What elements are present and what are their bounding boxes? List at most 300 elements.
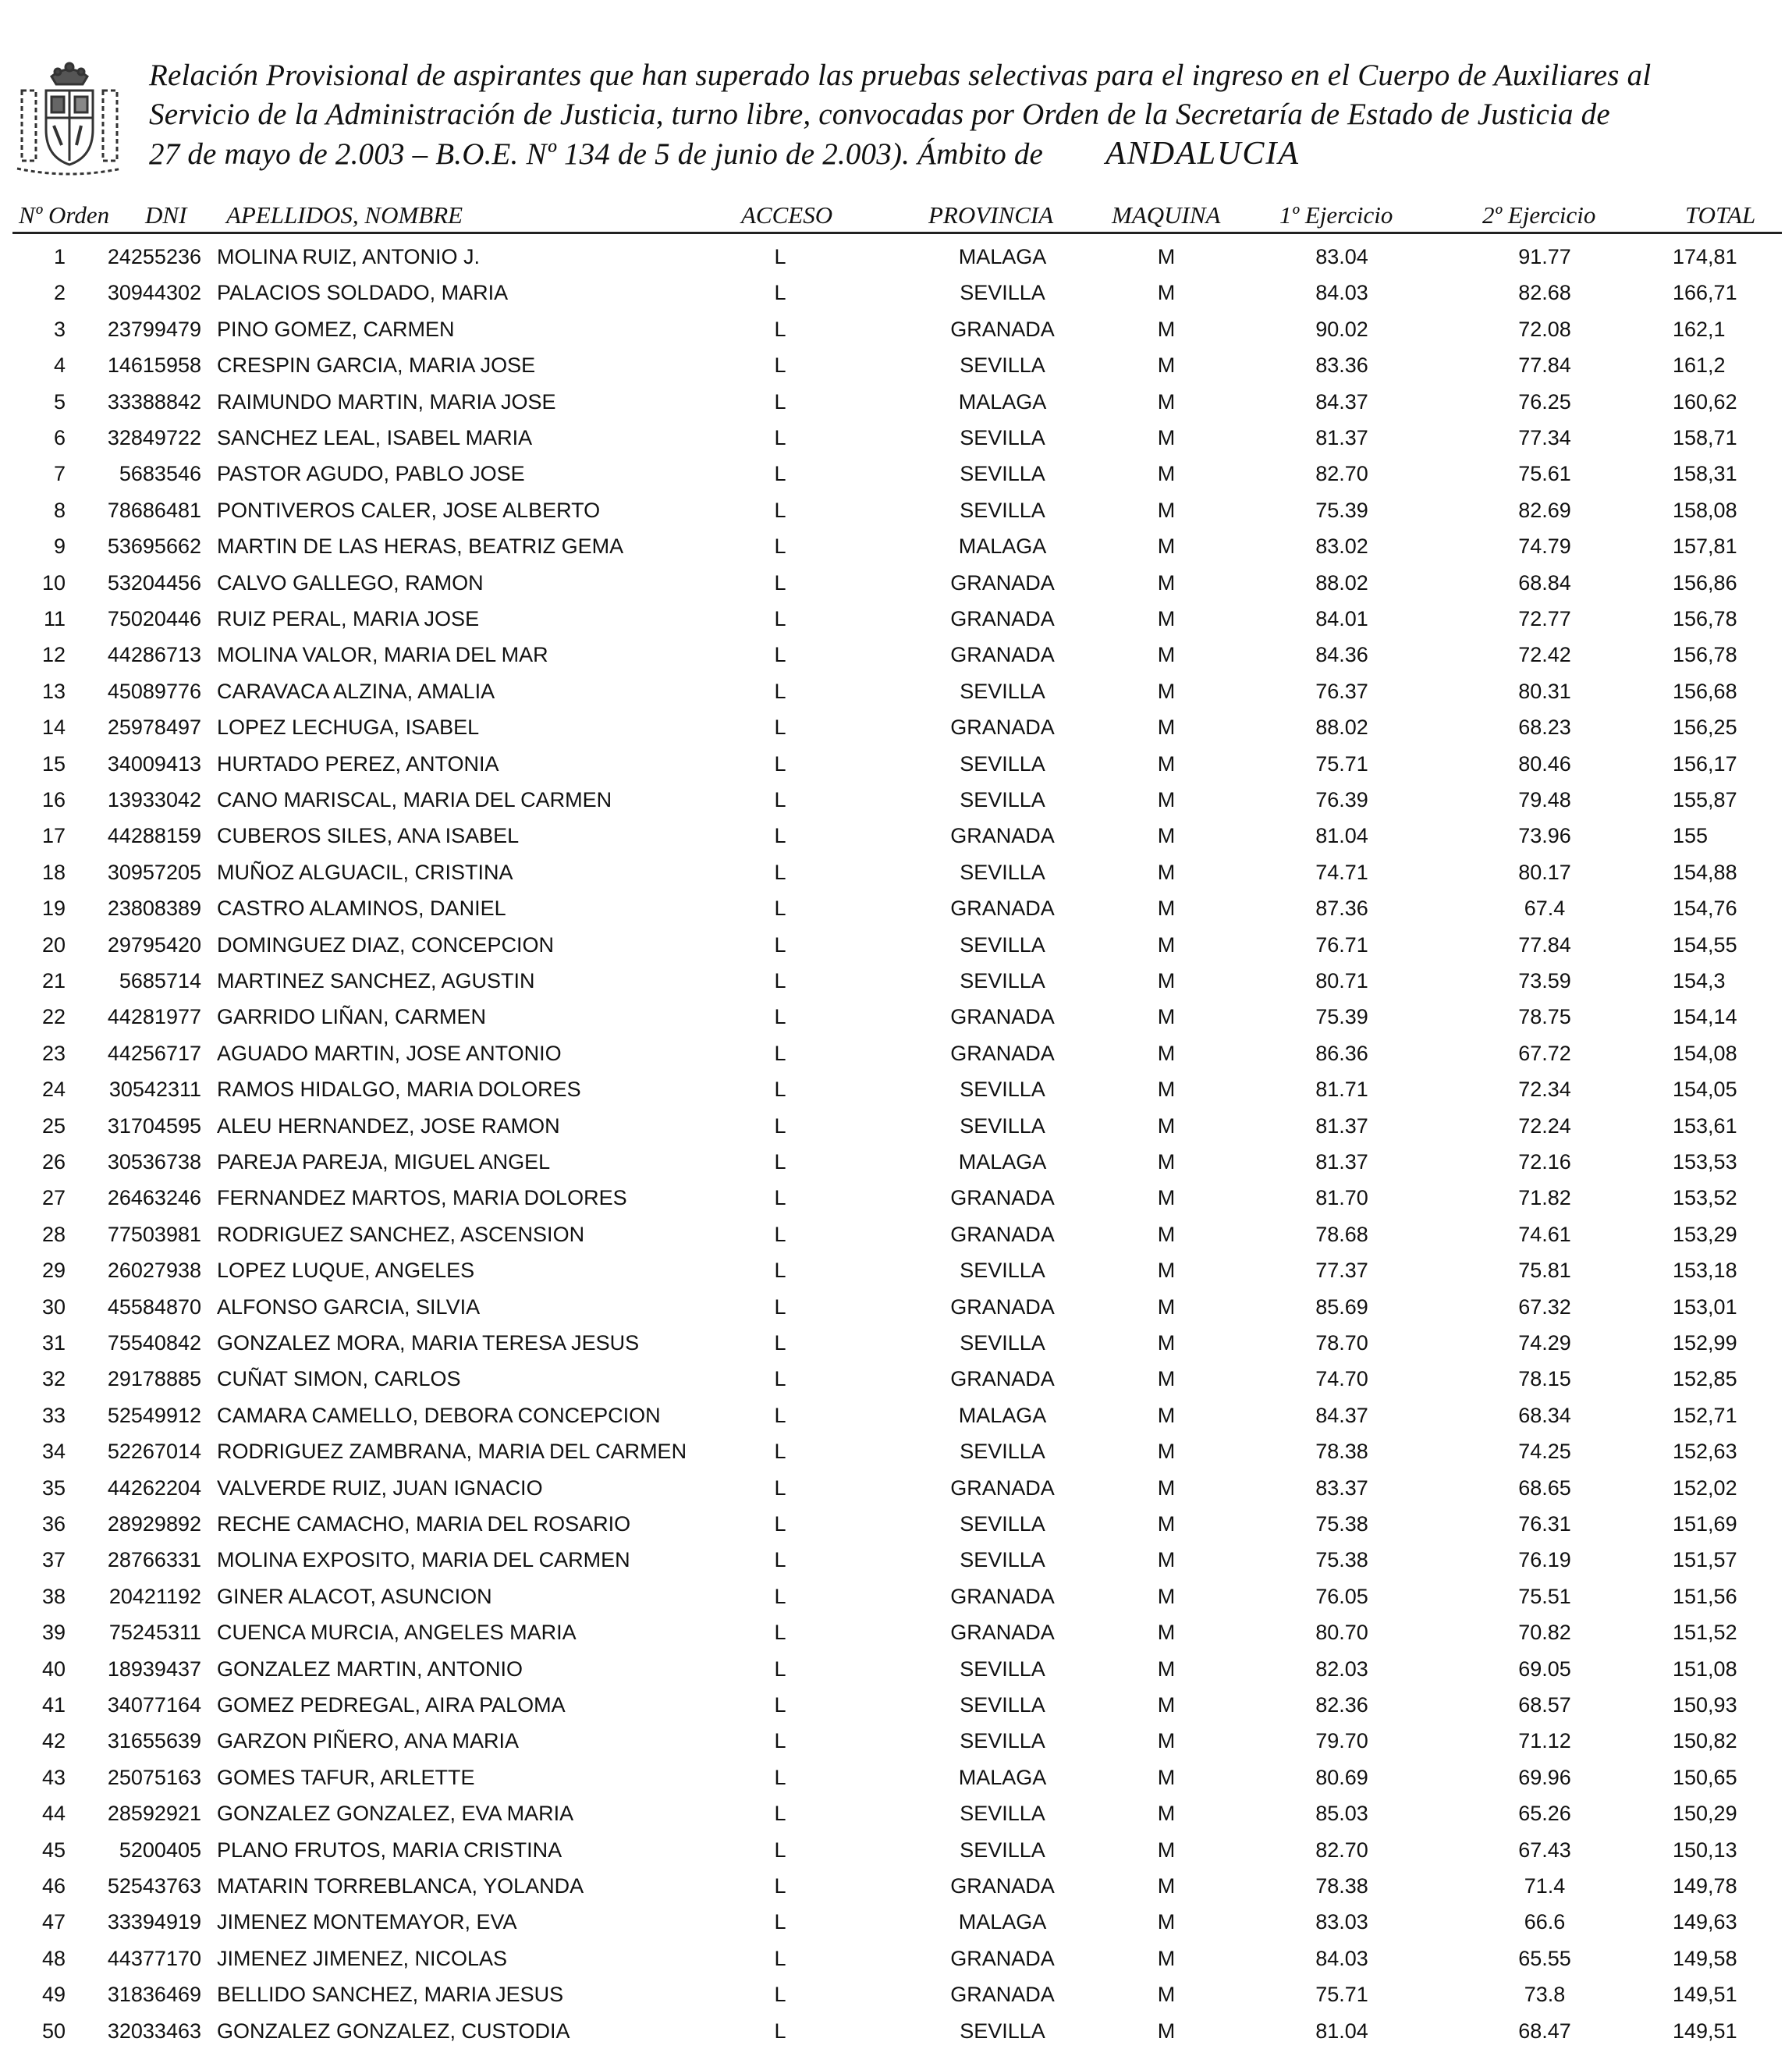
cell-acceso: L <box>774 969 786 993</box>
cell-ejercicio-2: 80.17 <box>1518 860 1571 884</box>
table-row <box>0 1361 1792 1397</box>
cell-dni: 34009413 <box>107 751 201 776</box>
cell-provincia: GRANADA <box>950 897 1055 921</box>
cell-dni: 33388842 <box>107 389 201 414</box>
table-row <box>0 818 1792 854</box>
table-row <box>0 927 1792 963</box>
cell-name: GONZALEZ MORA, MARIA TERESA JESUS <box>217 1331 640 1355</box>
cell-orden: 7 <box>53 462 66 486</box>
cell-acceso: L <box>774 389 786 414</box>
cell-ejercicio-1: 80.71 <box>1315 969 1368 993</box>
cell-acceso: L <box>774 897 786 921</box>
cell-provincia: SEVILLA <box>960 353 1045 378</box>
table-row <box>0 1108 1792 1144</box>
cell-total: 156,25 <box>1673 716 1737 740</box>
table-row <box>0 492 1792 528</box>
cell-acceso: L <box>774 824 786 848</box>
table-row <box>0 1035 1792 1071</box>
cell-acceso: L <box>774 1403 786 1427</box>
cell-maquina: M <box>1157 679 1176 703</box>
cell-dni: 53695662 <box>107 534 201 559</box>
cell-ejercicio-2: 76.31 <box>1518 1512 1571 1536</box>
cell-total: 154,05 <box>1673 1078 1737 1102</box>
cell-orden: 47 <box>41 1910 66 1934</box>
cell-orden: 15 <box>41 751 66 776</box>
table-row <box>0 1868 1792 1904</box>
cell-maquina: M <box>1157 1367 1176 1391</box>
cell-name: JIMENEZ MONTEMAYOR, EVA <box>217 1910 517 1934</box>
table-row <box>0 1433 1792 1469</box>
table-row <box>0 709 1792 745</box>
cell-provincia: GRANADA <box>950 1041 1055 1065</box>
cell-ejercicio-1: 83.03 <box>1315 1910 1368 1934</box>
cell-acceso: L <box>774 281 786 305</box>
cell-orden: 16 <box>41 788 66 811</box>
cell-provincia: MALAGA <box>958 1910 1047 1934</box>
cell-provincia: MALAGA <box>958 1765 1047 1789</box>
cell-maquina: M <box>1157 2019 1176 2043</box>
cell-provincia: GRANADA <box>950 607 1055 630</box>
cell-name: BELLIDO SANCHEZ, MARIA JESUS <box>217 1983 564 2007</box>
cell-ejercicio-2: 73.59 <box>1518 969 1571 993</box>
cell-maquina: M <box>1157 570 1176 595</box>
cell-ejercicio-1: 81.37 <box>1315 1150 1368 1174</box>
cell-orden: 19 <box>41 897 66 921</box>
cell-acceso: L <box>774 932 786 957</box>
table-row <box>0 1651 1792 1687</box>
cell-dni: 14615958 <box>107 353 201 378</box>
table-row <box>0 1578 1792 1614</box>
cell-name: CANO MARISCAL, MARIA DEL CARMEN <box>217 788 612 811</box>
cell-dni: 31836469 <box>107 1983 201 2007</box>
cell-dni: 44288159 <box>107 824 201 848</box>
cell-name: GONZALEZ GONZALEZ, EVA MARIA <box>217 1802 574 1826</box>
cell-maquina: M <box>1157 1150 1176 1174</box>
cell-total: 149,58 <box>1673 1946 1737 1970</box>
cell-dni: 5683546 <box>119 462 201 486</box>
table-row <box>0 746 1792 782</box>
cell-maquina: M <box>1157 462 1176 486</box>
cell-ejercicio-1: 81.04 <box>1315 824 1368 848</box>
cell-ejercicio-2: 67.4 <box>1524 897 1566 921</box>
cell-orden: 39 <box>41 1621 66 1645</box>
cell-ejercicio-1: 76.05 <box>1315 1584 1368 1608</box>
cell-acceso: L <box>774 1729 786 1753</box>
cell-orden: 40 <box>41 1657 66 1681</box>
cell-acceso: L <box>774 607 786 630</box>
cell-ejercicio-1: 78.38 <box>1315 1440 1368 1464</box>
cell-acceso: L <box>774 1512 786 1536</box>
cell-acceso: L <box>774 1475 786 1500</box>
cell-acceso: L <box>774 679 786 703</box>
cell-dni: 33394919 <box>107 1910 201 1934</box>
cell-total: 149,78 <box>1673 1874 1737 1898</box>
cell-ejercicio-2: 65.55 <box>1518 1946 1571 1970</box>
region-name: ANDALUCIA <box>1105 136 1301 172</box>
cell-acceso: L <box>774 860 786 884</box>
cell-provincia: SEVILLA <box>960 1838 1045 1862</box>
cell-ejercicio-1: 81.37 <box>1315 1113 1368 1138</box>
table-row <box>0 782 1792 818</box>
cell-total: 154,3 <box>1673 969 1726 993</box>
cell-provincia: GRANADA <box>950 1475 1055 1500</box>
table-row <box>0 1941 1792 1976</box>
cell-total: 153,18 <box>1673 1259 1737 1283</box>
cell-provincia: GRANADA <box>950 1874 1055 1898</box>
cell-ejercicio-2: 73.96 <box>1518 824 1571 848</box>
cell-total: 151,69 <box>1673 1512 1737 1536</box>
cell-acceso: L <box>774 317 786 341</box>
table-row <box>0 890 1792 926</box>
cell-ejercicio-2: 91.77 <box>1518 245 1571 268</box>
table-row <box>0 854 1792 890</box>
cell-acceso: L <box>774 1946 786 1970</box>
cell-ejercicio-2: 72.77 <box>1518 607 1571 630</box>
table-row <box>0 311 1792 347</box>
cell-dni: 5200405 <box>119 1838 201 1862</box>
cell-maquina: M <box>1157 1693 1176 1717</box>
table-row <box>0 673 1792 709</box>
cell-total: 150,82 <box>1673 1729 1737 1753</box>
cell-orden: 14 <box>41 716 66 740</box>
cell-name: CRESPIN GARCIA, MARIA JOSE <box>217 353 536 378</box>
cell-ejercicio-2: 80.31 <box>1518 679 1571 703</box>
cell-total: 158,08 <box>1673 498 1737 522</box>
cell-acceso: L <box>774 1838 786 1862</box>
cell-ejercicio-1: 84.01 <box>1315 607 1368 630</box>
cell-dni: 31655639 <box>107 1729 201 1753</box>
cell-provincia: SEVILLA <box>960 679 1045 703</box>
cell-dni: 32033463 <box>107 2019 201 2043</box>
table-row <box>0 1144 1792 1180</box>
cell-orden: 30 <box>41 1294 66 1319</box>
cell-ejercicio-1: 88.02 <box>1315 570 1368 595</box>
cell-ejercicio-2: 74.79 <box>1518 534 1571 559</box>
cell-provincia: SEVILLA <box>960 1512 1045 1536</box>
cell-orden: 13 <box>41 679 66 703</box>
col-header-name: APELLIDOS, NOMBRE <box>226 201 463 229</box>
cell-dni: 29178885 <box>107 1367 201 1391</box>
cell-dni: 45584870 <box>107 1294 201 1319</box>
cell-orden: 23 <box>41 1041 66 1065</box>
cell-name: MOLINA VALOR, MARIA DEL MAR <box>217 643 548 667</box>
cell-maquina: M <box>1157 1294 1176 1319</box>
cell-name: AGUADO MARTIN, JOSE ANTONIO <box>217 1041 562 1065</box>
cell-ejercicio-1: 79.70 <box>1315 1729 1368 1753</box>
cell-ejercicio-1: 81.37 <box>1315 426 1368 449</box>
cell-acceso: L <box>774 1113 786 1138</box>
cell-orden: 5 <box>53 389 66 414</box>
cell-name: FERNANDEZ MARTOS, MARIA DOLORES <box>217 1186 627 1210</box>
cell-dni: 52267014 <box>107 1440 201 1464</box>
cell-dni: 24255236 <box>107 245 201 268</box>
cell-provincia: GRANADA <box>950 1621 1055 1645</box>
table-row <box>0 1795 1792 1831</box>
cell-acceso: L <box>774 1621 786 1645</box>
cell-provincia: SEVILLA <box>960 498 1045 522</box>
cell-dni: 30542311 <box>108 1078 201 1102</box>
cell-ejercicio-1: 87.36 <box>1315 897 1368 921</box>
cell-ejercicio-2: 75.61 <box>1518 462 1571 486</box>
cell-provincia: GRANADA <box>950 643 1055 667</box>
cell-ejercicio-2: 68.34 <box>1518 1403 1571 1427</box>
cell-name: ALEU HERNANDEZ, JOSE RAMON <box>217 1113 560 1138</box>
cell-ejercicio-1: 83.37 <box>1315 1475 1368 1500</box>
cell-maquina: M <box>1157 498 1176 522</box>
cell-provincia: GRANADA <box>950 1294 1055 1319</box>
cell-ejercicio-2: 77.84 <box>1518 932 1571 957</box>
cell-acceso: L <box>774 716 786 740</box>
cell-total: 158,71 <box>1673 426 1737 449</box>
cell-total: 151,52 <box>1673 1621 1737 1645</box>
cell-name: CARAVACA ALZINA, AMALIA <box>217 679 495 703</box>
cell-dni: 78686481 <box>107 498 201 522</box>
cell-ejercicio-1: 84.37 <box>1315 1403 1368 1427</box>
cell-name: CUBEROS SILES, ANA ISABEL <box>217 824 520 848</box>
cell-ejercicio-1: 76.37 <box>1315 679 1368 703</box>
col-header-total: TOTAL <box>1685 201 1756 229</box>
table-row <box>0 1180 1792 1216</box>
cell-ejercicio-2: 68.84 <box>1518 570 1571 595</box>
cell-provincia: SEVILLA <box>960 1548 1045 1572</box>
cell-ejercicio-1: 84.37 <box>1315 389 1368 414</box>
cell-ejercicio-2: 82.69 <box>1518 498 1571 522</box>
cell-total: 162,1 <box>1673 317 1726 341</box>
cell-ejercicio-1: 77.37 <box>1315 1259 1368 1283</box>
cell-dni: 44281977 <box>107 1005 201 1029</box>
cell-total: 154,76 <box>1673 897 1737 921</box>
cell-ejercicio-2: 68.23 <box>1518 716 1571 740</box>
table-row <box>0 1976 1792 2012</box>
cell-orden: 28 <box>41 1222 66 1246</box>
cell-provincia: SEVILLA <box>960 751 1045 776</box>
cell-provincia: SEVILLA <box>960 1729 1045 1753</box>
cell-name: RODRIGUEZ ZAMBRANA, MARIA DEL CARMEN <box>217 1440 687 1464</box>
cell-name: PAREJA PAREJA, MIGUEL ANGEL <box>217 1150 551 1174</box>
table-row <box>0 1289 1792 1325</box>
cell-provincia: GRANADA <box>950 1946 1055 1970</box>
cell-dni: 18939437 <box>107 1657 201 1681</box>
table-row <box>0 637 1792 673</box>
cell-name: MARTIN DE LAS HERAS, BEATRIZ GEMA <box>217 534 624 559</box>
cell-maquina: M <box>1157 932 1176 957</box>
cell-orden: 4 <box>53 353 66 378</box>
table-row <box>0 1687 1792 1723</box>
cell-name: PASTOR AGUDO, PABLO JOSE <box>217 462 525 486</box>
cell-maquina: M <box>1157 1621 1176 1645</box>
table-row <box>0 1506 1792 1542</box>
table-row <box>0 456 1792 492</box>
cell-ejercicio-2: 72.42 <box>1518 643 1571 667</box>
cell-ejercicio-2: 71.82 <box>1518 1186 1571 1210</box>
cell-orden: 49 <box>41 1983 66 2007</box>
cell-total: 152,63 <box>1673 1440 1737 1464</box>
cell-total: 149,51 <box>1673 2019 1737 2043</box>
cell-total: 154,88 <box>1673 860 1737 884</box>
cell-total: 155 <box>1673 824 1709 848</box>
cell-ejercicio-2: 80.46 <box>1518 751 1571 776</box>
cell-maquina: M <box>1157 607 1176 630</box>
cell-provincia: SEVILLA <box>960 860 1045 884</box>
cell-orden: 37 <box>41 1548 66 1572</box>
table-row <box>0 239 1792 275</box>
cell-ejercicio-1: 85.03 <box>1315 1802 1368 1826</box>
cell-total: 157,81 <box>1673 534 1737 559</box>
cell-total: 151,57 <box>1673 1548 1737 1572</box>
col-header-ejercicio-2: 2º Ejercicio <box>1482 201 1596 229</box>
cell-ejercicio-1: 78.38 <box>1315 1874 1368 1898</box>
cell-orden: 44 <box>41 1802 66 1826</box>
cell-total: 154,14 <box>1673 1005 1737 1029</box>
cell-provincia: SEVILLA <box>960 1113 1045 1138</box>
cell-name: MUÑOZ ALGUACIL, CRISTINA <box>217 860 513 884</box>
cell-dni: 5685714 <box>119 969 201 993</box>
cell-dni: 28766331 <box>107 1548 201 1572</box>
cell-orden: 9 <box>53 534 66 559</box>
cell-ejercicio-1: 80.69 <box>1315 1765 1368 1789</box>
cell-maquina: M <box>1157 353 1176 378</box>
cell-acceso: L <box>774 1548 786 1572</box>
cell-provincia: SEVILLA <box>960 1802 1045 1826</box>
cell-total: 166,71 <box>1673 281 1737 305</box>
cell-ejercicio-2: 75.81 <box>1518 1259 1571 1283</box>
cell-maquina: M <box>1157 1186 1176 1210</box>
cell-acceso: L <box>774 1222 786 1246</box>
cell-total: 151,56 <box>1673 1584 1737 1608</box>
cell-dni: 45089776 <box>107 679 201 703</box>
cell-acceso: L <box>774 1440 786 1464</box>
cell-orden: 3 <box>53 317 66 341</box>
table-row <box>0 1397 1792 1433</box>
col-header-dni: DNI <box>145 201 187 229</box>
cell-acceso: L <box>774 1874 786 1898</box>
cell-name: DOMINGUEZ DIAZ, CONCEPCION <box>217 932 555 957</box>
cell-ejercicio-1: 75.38 <box>1315 1512 1368 1536</box>
document-header <box>11 51 1782 184</box>
table-row <box>0 1614 1792 1650</box>
cell-provincia: MALAGA <box>958 389 1047 414</box>
table-row <box>0 1542 1792 1578</box>
cell-total: 155,87 <box>1673 788 1737 811</box>
cell-orden: 1 <box>53 245 66 268</box>
cell-name: GONZALEZ GONZALEZ, CUSTODIA <box>217 2019 570 2043</box>
cell-ejercicio-2: 71.4 <box>1524 1874 1566 1898</box>
cell-maquina: M <box>1157 1910 1176 1934</box>
col-header-provincia: PROVINCIA <box>928 201 1054 229</box>
cell-orden: 2 <box>53 281 66 305</box>
cell-total: 160,62 <box>1673 389 1737 414</box>
cell-provincia: SEVILLA <box>960 281 1045 305</box>
cell-provincia: SEVILLA <box>960 1331 1045 1355</box>
cell-acceso: L <box>774 498 786 522</box>
cell-dni: 32849722 <box>107 426 201 449</box>
cell-dni: 75540842 <box>107 1331 201 1355</box>
cell-dni: 30536738 <box>107 1150 201 1174</box>
cell-maquina: M <box>1157 897 1176 921</box>
table-header <box>0 200 1792 231</box>
table-row <box>0 1904 1792 1940</box>
cell-ejercicio-1: 81.71 <box>1315 1078 1368 1102</box>
cell-maquina: M <box>1157 1584 1176 1608</box>
cell-provincia: GRANADA <box>950 1367 1055 1391</box>
cell-ejercicio-2: 68.47 <box>1518 2019 1571 2043</box>
cell-acceso: L <box>774 1005 786 1029</box>
cell-acceso: L <box>774 426 786 449</box>
cell-maquina: M <box>1157 1331 1176 1355</box>
cell-provincia: MALAGA <box>958 1150 1047 1174</box>
cell-orden: 22 <box>41 1005 66 1029</box>
col-header-maquina: MAQUINA <box>1112 201 1221 229</box>
cell-dni: 34077164 <box>107 1693 201 1717</box>
cell-orden: 42 <box>41 1729 66 1753</box>
cell-maquina: M <box>1157 716 1176 740</box>
cell-total: 153,52 <box>1673 1186 1737 1210</box>
cell-orden: 41 <box>41 1693 66 1717</box>
cell-provincia: GRANADA <box>950 824 1055 848</box>
title-line-3-text: 27 de mayo de 2.003 – B.O.E. Nº 134 de 5 de junio de 2.003). Ámbito de <box>149 137 1044 171</box>
cell-orden: 35 <box>41 1475 66 1500</box>
cell-provincia: GRANADA <box>950 1983 1055 2007</box>
cell-provincia: SEVILLA <box>960 932 1045 957</box>
cell-ejercicio-1: 83.04 <box>1315 245 1368 268</box>
col-header-orden: Nº Orden <box>19 201 110 229</box>
cell-name: RECHE CAMACHO, MARIA DEL ROSARIO <box>217 1512 631 1536</box>
cell-maquina: M <box>1157 751 1176 776</box>
cell-maquina: M <box>1157 1657 1176 1681</box>
cell-total: 161,2 <box>1673 353 1726 378</box>
cell-ejercicio-2: 68.57 <box>1518 1693 1571 1717</box>
table-row <box>0 2013 1792 2049</box>
cell-name: MOLINA RUIZ, ANTONIO J. <box>217 245 481 268</box>
cell-total: 156,86 <box>1673 570 1737 595</box>
cell-name: CALVO GALLEGO, RAMON <box>217 570 484 595</box>
cell-acceso: L <box>774 1802 786 1826</box>
cell-provincia: SEVILLA <box>960 462 1045 486</box>
document-title <box>149 56 1792 174</box>
cell-ejercicio-2: 74.29 <box>1518 1331 1571 1355</box>
cell-total: 149,51 <box>1673 1983 1737 2007</box>
cell-acceso: L <box>774 1078 786 1102</box>
cell-acceso: L <box>774 643 786 667</box>
cell-name: PONTIVEROS CALER, JOSE ALBERTO <box>217 498 601 522</box>
cell-maquina: M <box>1157 1259 1176 1283</box>
cell-orden: 24 <box>41 1078 66 1102</box>
title-line-3 <box>149 134 1792 174</box>
cell-acceso: L <box>774 1657 786 1681</box>
cell-name: SANCHEZ LEAL, ISABEL MARIA <box>217 426 533 449</box>
cell-dni: 30944302 <box>107 281 201 305</box>
cell-total: 153,61 <box>1673 1113 1737 1138</box>
cell-total: 154,55 <box>1673 932 1737 957</box>
cell-name: PLANO FRUTOS, MARIA CRISTINA <box>217 1838 562 1862</box>
cell-ejercicio-1: 81.04 <box>1315 2019 1368 2043</box>
cell-ejercicio-2: 69.05 <box>1518 1657 1571 1681</box>
cell-provincia: GRANADA <box>950 1584 1055 1608</box>
cell-ejercicio-1: 82.36 <box>1315 1693 1368 1717</box>
cell-orden: 6 <box>53 426 66 449</box>
table-row <box>0 528 1792 564</box>
cell-orden: 10 <box>41 570 66 595</box>
cell-orden: 8 <box>53 498 66 522</box>
cell-ejercicio-1: 82.70 <box>1315 1838 1368 1862</box>
table-row <box>0 1252 1792 1288</box>
cell-maquina: M <box>1157 1440 1176 1464</box>
cell-dni: 52543763 <box>107 1874 201 1898</box>
cell-provincia: SEVILLA <box>960 1078 1045 1102</box>
cell-provincia: SEVILLA <box>960 426 1045 449</box>
cell-total: 152,99 <box>1673 1331 1737 1355</box>
cell-dni: 23808389 <box>107 897 201 921</box>
